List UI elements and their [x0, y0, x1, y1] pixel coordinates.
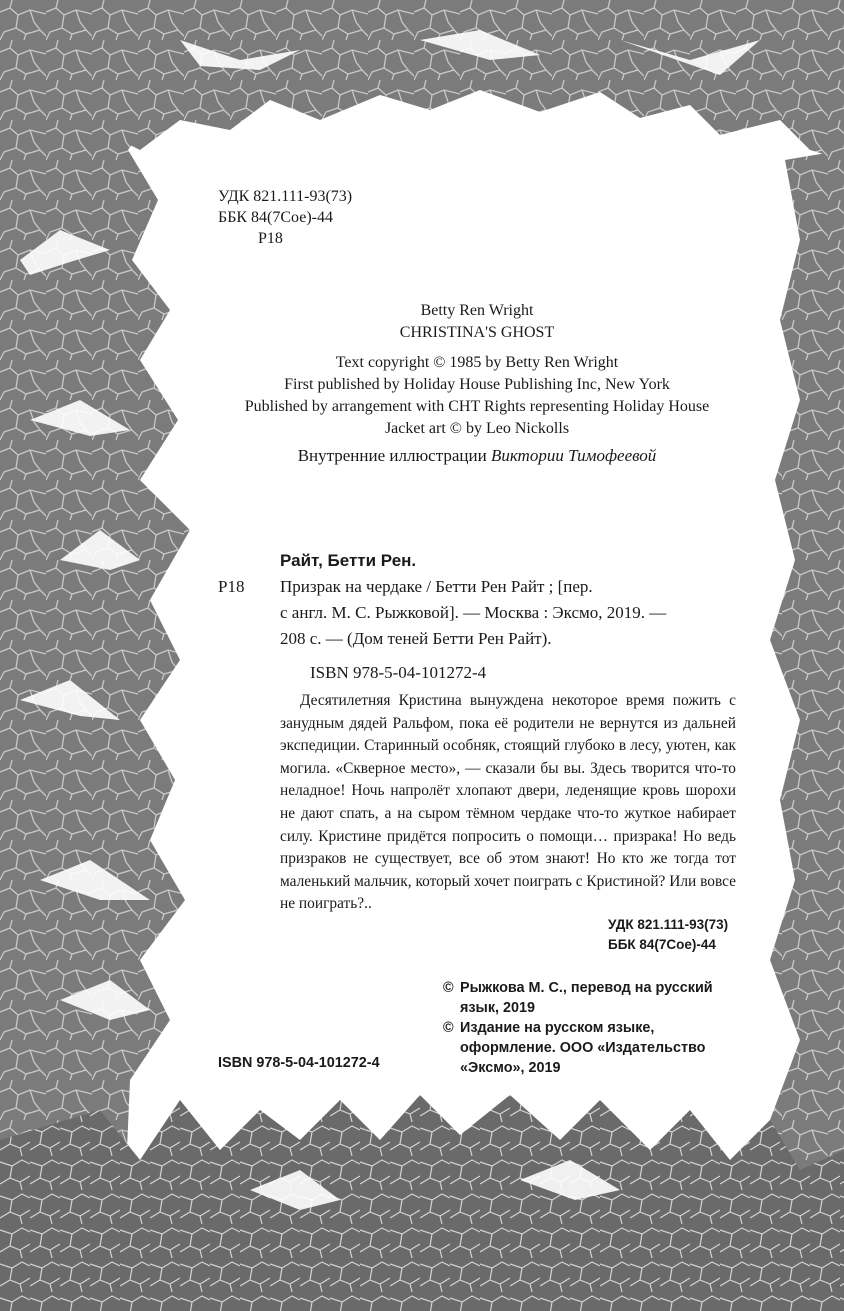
biblio-text: Призрак на чердаке / Бетти Рен Райт ; [пер.: [280, 577, 593, 596]
udk-footer-block: [608, 915, 728, 955]
biblio-class-code: Р18: [218, 577, 245, 596]
biblio-isbn: ISBN 978-5-04-101272-4: [310, 663, 487, 682]
biblio-line: [218, 574, 736, 600]
illustrations-prefix: Внутренние иллюстрации: [297, 446, 487, 465]
credit-line: Published by arrangement with CHT Rights representing Holiday House: [244, 398, 710, 415]
copyright-item: [443, 978, 743, 1018]
credit-line: First published by Holiday House Publishing Inc, New York: [284, 376, 670, 393]
copyright-symbol: ©: [443, 1020, 454, 1036]
author-sign: Р18: [258, 230, 283, 247]
biblio-heading: Райт, Бетти Рен.: [280, 551, 417, 570]
credit-line: Jacket art © by Leo Nickolls: [384, 420, 570, 437]
copyright-text: Издание на русском языке, оформление. ООО «Издательство «Эксмо», 2019: [460, 1020, 706, 1076]
bibliographic-record: [218, 548, 736, 686]
bbk-code: ББК 84(7Сое)-44: [218, 209, 333, 226]
original-title: CHRISTINA'S GHOST: [399, 324, 555, 341]
illustrations-credit: [218, 446, 736, 466]
copyright-text: Рыжкова М. С., перевод на русский язык, 2019: [460, 980, 713, 1016]
copyright-symbol: ©: [443, 980, 454, 996]
copyright-credits: [218, 300, 736, 440]
udk-header-block: [218, 186, 352, 249]
credit-line: Text copyright © 1985 by Betty Ren Wright: [335, 354, 619, 371]
illustrator-name: Виктории Тимофеевой: [490, 446, 657, 465]
isbn-bottom: ISBN 978-5-04-101272-4: [218, 1055, 380, 1071]
udk-code: УДК 821.111-93(73): [218, 188, 353, 205]
biblio-line: 208 с. — (Дом теней Бетти Рен Райт).: [280, 629, 552, 648]
biblio-line: с англ. М. С. Рыжковой]. — Москва : Эксмо, 2019. —: [280, 603, 667, 622]
copyright-notices: [443, 978, 743, 1078]
frame-top-band: [0, 0, 844, 160]
udk-code: УДК 821.111-93(73): [608, 917, 729, 932]
bbk-code: ББК 84(7Сое)-44: [608, 937, 716, 952]
annotation-paragraph: Десятилетняя Кристина вынуждена некоторое время пожить с занудным дядей Ральфом, пока её родители не вернутся из дальней экспедиции. Старинный особняк, стоящий глубоко в лесу, уютен, как могила. «Скверное место», — сказали бы вы. Здесь творится что-то неладное! Ночь напролёт хлопают двери, леденящие кровь шорохи не дают спать, а на сыром тёмном чердаке что-то жуткое набирает силу. Кристине придётся попросить о помощи… призрака! Но ведь призраков не существует, все об этом знают! Но кто же тогда тот маленький мальчик, который хочет поиграть с Кристиной? Или вовсе не поиграть?..: [280, 692, 736, 913]
copyright-item: [443, 1018, 743, 1078]
frame-right-band: [760, 0, 844, 1311]
original-author: Betty Ren Wright: [420, 302, 534, 319]
